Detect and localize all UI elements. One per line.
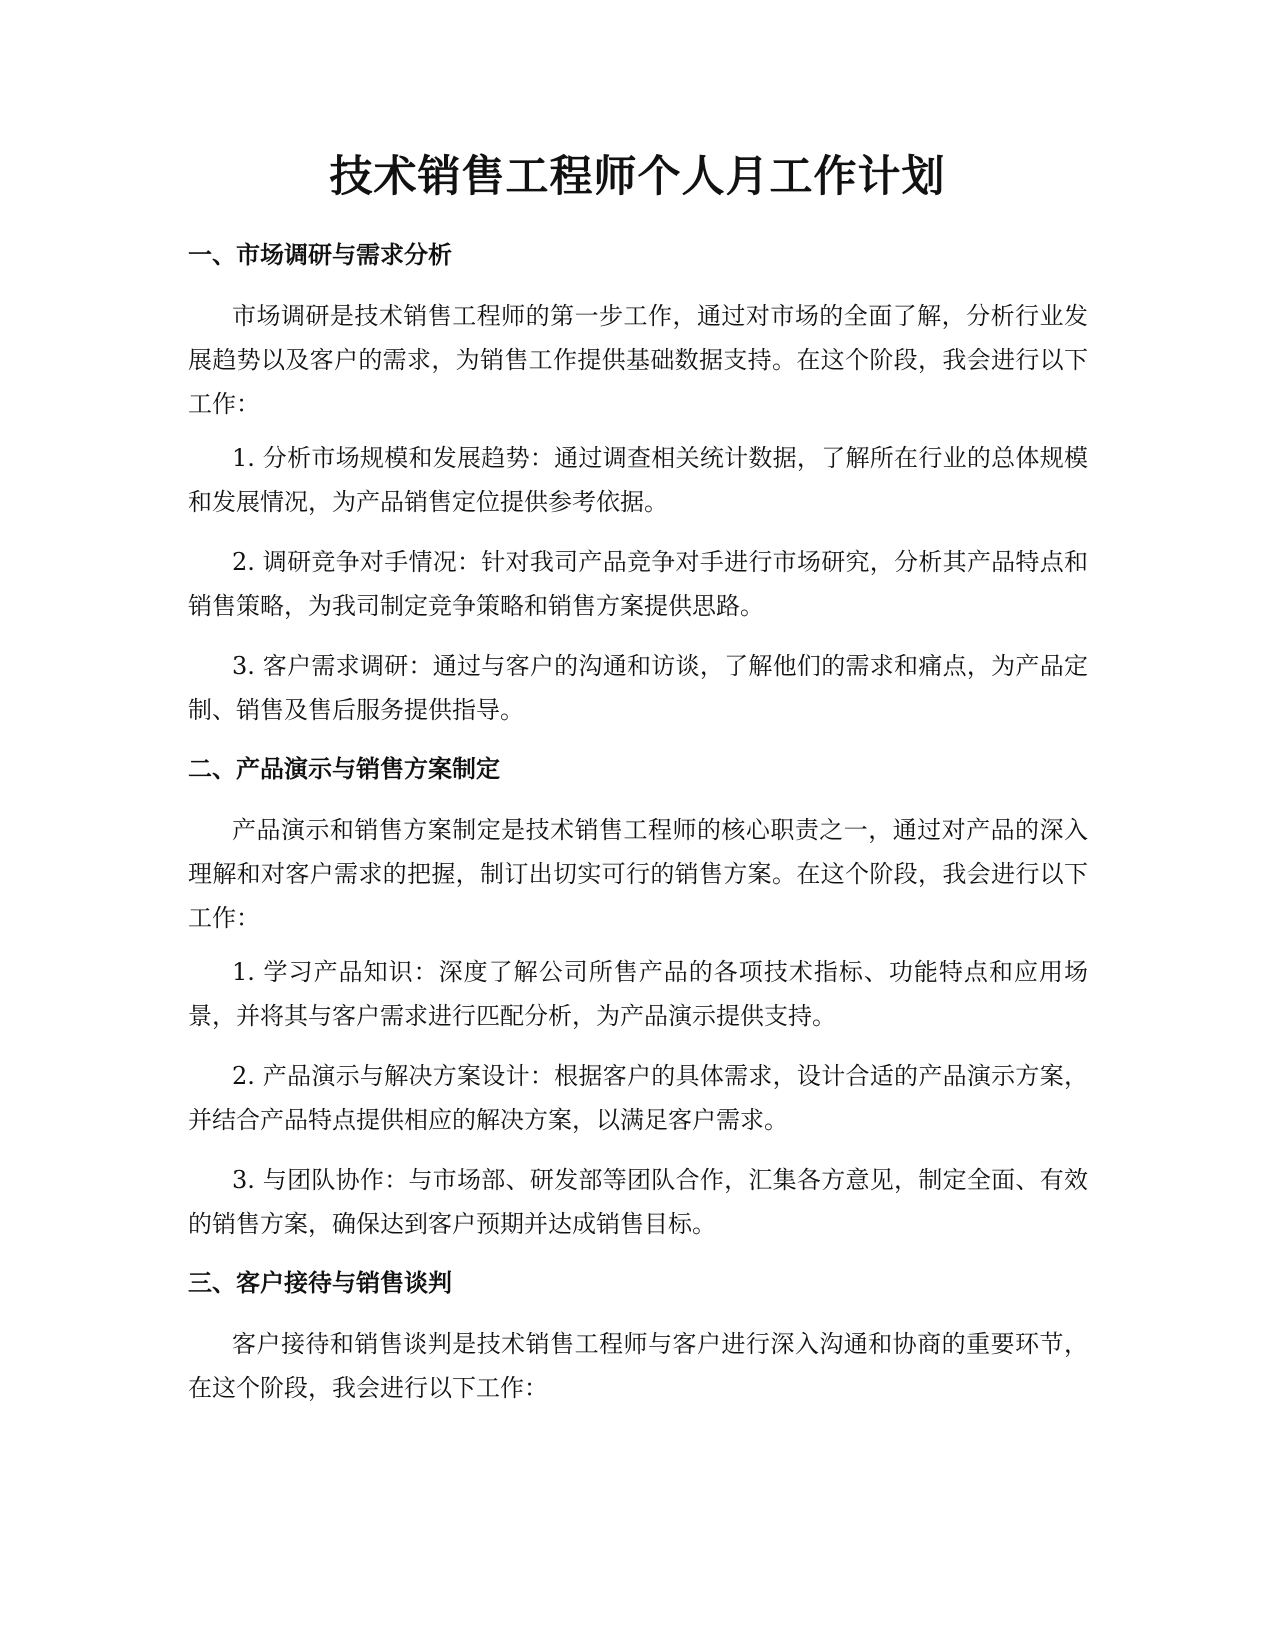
paragraph-product-demo-item-2: 2. 产品演示与解决方案设计：根据客户的具体需求，设计合适的产品演示方案，并结合产品特点提供相应的解决方案，以满足客户需求。 xyxy=(188,1062,1088,1134)
section-heading-market-research: 一、市场调研与需求分析 xyxy=(188,241,452,269)
paragraph-market-research-item-1: 1. 分析市场规模和发展趋势：通过调查相关统计数据，了解所在行业的总体规模和发展情况，为产品销售定位提供参考依据。 xyxy=(188,444,1088,516)
paragraph-customer-reception-intro: 客户接待和销售谈判是技术销售工程师与客户进行深入沟通和协商的重要环节，在这个阶段，我会进行以下工作： xyxy=(188,1330,1088,1402)
paragraph-product-demo-item-1: 1. 学习产品知识：深度了解公司所售产品的各项技术指标、功能特点和应用场景，并将其与客户需求进行匹配分析，为产品演示提供支持。 xyxy=(188,958,1088,1030)
section-heading-customer-reception: 三、客户接待与销售谈判 xyxy=(188,1269,452,1297)
document-title: 技术销售工程师个人月工作计划 xyxy=(329,152,946,202)
paragraph-product-demo-item-3: 3. 与团队协作：与市场部、研发部等团队合作，汇集各方意见，制定全面、有效的销售方案，确保达到客户预期并达成销售目标。 xyxy=(188,1166,1088,1238)
paragraph-market-research-item-3: 3. 客户需求调研：通过与客户的沟通和访谈，了解他们的需求和痛点，为产品定制、销售及售后服务提供指导。 xyxy=(188,652,1088,724)
paragraph-market-research-intro: 市场调研是技术销售工程师的第一步工作，通过对市场的全面了解，分析行业发展趋势以及客户的需求，为销售工作提供基础数据支持。在这个阶段，我会进行以下工作： xyxy=(188,302,1088,418)
paragraph-market-research-item-2: 2. 调研竞争对手情况：针对我司产品竞争对手进行市场研究，分析其产品特点和销售策略，为我司制定竞争策略和销售方案提供思路。 xyxy=(188,548,1088,620)
section-heading-product-demo: 二、产品演示与销售方案制定 xyxy=(188,755,500,783)
paragraph-product-demo-intro: 产品演示和销售方案制定是技术销售工程师的核心职责之一，通过对产品的深入理解和对客户需求的把握，制订出切实可行的销售方案。在这个阶段，我会进行以下工作： xyxy=(188,816,1088,932)
